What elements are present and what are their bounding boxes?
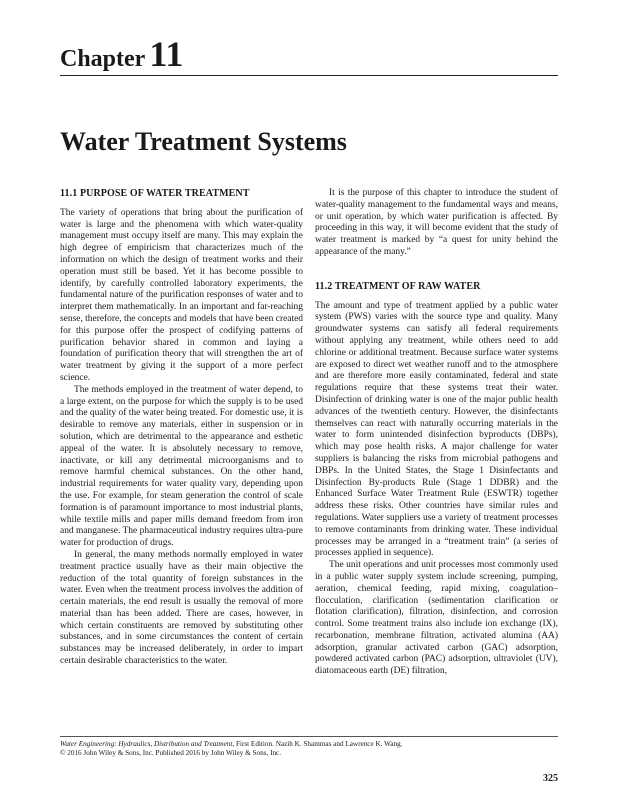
page-number: 325 xyxy=(543,773,558,784)
chapter-heading xyxy=(60,36,183,72)
chapter-rule xyxy=(60,75,558,76)
paragraph: The unit operations and unit processes most commonly used in a public water supply system include screening, pumping, aeration, chemical feeding, rapid mixing, coagulation–flocculation, clarification (sedimentation clarification or flotation clarification), filtration, disinfection, and corrosion control. Some treatment trains also include ion exchange (IX), recarbonation, membrane filtration, activated alumina (AA) adsorption, granular activated carbon (GAC) adsorption, powdered activated carbon (PAC) adsorption, ultraviolet (UV), diatomaceous earth (DE) filtration, xyxy=(315,560,558,677)
footnote-authors: , First Edition. Nazih K. Shammas and Lawrence K. Wang. xyxy=(232,740,403,748)
footnote xyxy=(60,740,558,758)
right-column xyxy=(315,188,558,678)
footnote-line-1 xyxy=(60,740,558,749)
chapter-number: 11 xyxy=(149,34,184,74)
book-title: Water Engineering: Hydraulics, Distribution and Treatment xyxy=(60,740,233,748)
footnote-rule xyxy=(60,736,558,737)
chapter-word: Chapter xyxy=(60,46,146,72)
section-heading-11-2: 11.2 TREATMENT OF RAW WATER xyxy=(315,280,481,292)
section-heading-11-1: 11.1 PURPOSE OF WATER TREATMENT xyxy=(60,188,250,199)
page-title: Water Treatment Systems xyxy=(60,127,347,156)
left-column xyxy=(60,188,303,668)
paragraph: In general, the many methods normally employed in water treatment practice usually have as their main objective the reduction of the total quantity of foreign substances in the water. Even when the treatment process involves the addition of certain materials, the end result is usually the removal of more material than has been added. There are cases, however, in which certain constituents are removed by substituting other substances, and in some circumstances the content of certain substances may be increased deliberately, in order to impart certain desirable characteristics to the water. xyxy=(60,549,303,667)
paragraph: The methods employed in the treatment of water depend, to a large extent, on the purpose for which the supply is to be used and the quality of the water being treated. For domestic use, it is desirable to remove any materials, either in suspension or in solution, which are detrimental to the appearance and esthetic appeal of the water. It is absolutely necessary to remove, inactivate, or kill any detrimental microorganisms and to remove harmful chemical substances. On the other hand, industrial requirements for water quality vary, depending upon the use. For example, for steam generation the control of scale formation is of paramount importance to most industrial plants, while textile mills and paper mills demand freedom from iron and manganese. The pharmaceutical industry requires ultra-pure water for production of drugs. xyxy=(60,384,303,549)
paragraph: It is the purpose of this chapter to introduce the student of water-quality management to the fundamental ways and means, or unit operation, by which water purification is affected. By proceeding in this way, it will become evident that the study of water treatment is marked by “a quest for unity behind the appearance of the many.” xyxy=(315,188,558,257)
footnote-copyright: © 2016 John Wiley & Sons, Inc. Published 2016 by John Wiley & Sons, Inc. xyxy=(60,749,282,758)
paragraph: The amount and type of treatment applied by a public water system (PWS) varies with the source type and quality. Many groundwater systems can satisfy all federal requirements without applying any treatment, while others need to add chlorine or additional treatment. Because surface water systems are exposed to direct wet weather runoff and to the atmosphere and are therefore more easily contaminated, federal and state regulations require that these systems treat their water. Disinfection of drinking water is one of the major public health advances of the twentieth century. However, the disinfectants themselves can react with naturally occurring materials in the water to form unintended disinfection byproducts (DBPs), which may pose health risks. A major challenge for water suppliers is balancing the risks from microbial pathogens and DBPs. In the United States, the Stage 1 Disinfectants and Disinfection By-products Rule (Stage 1 DDBR) and the Enhanced Surface Water Treatment Rule (ESWTR) together address these risks. Other countries have similar rules and regulations. Water suppliers use a variety of treatment processes to remove contaminants from drinking water. These individual processes may be arranged in a “treatment train” (a series of processes applied in sequence). xyxy=(315,300,558,559)
paragraph: The variety of operations that bring about the purification of water is large and the phenomena with which water-quality management must occupy itself are many. This may explain the high degree of empiricism that characterizes much of the information on which the design of treatment works and their operation must still be based. Yet it has become possible to identify, by carefully controlled laboratory experiments, the fundamental nature of the purification responses of water and to interpret them mathematically. In an important and far-reaching sense, therefore, the concepts and models that have been created for this purpose offer the prospect of codifying patterns of purification behavior shared in common and laying a foundation of purification theory that will strengthen the art of water treatment by giving it the support of a more perfect science. xyxy=(60,207,303,383)
